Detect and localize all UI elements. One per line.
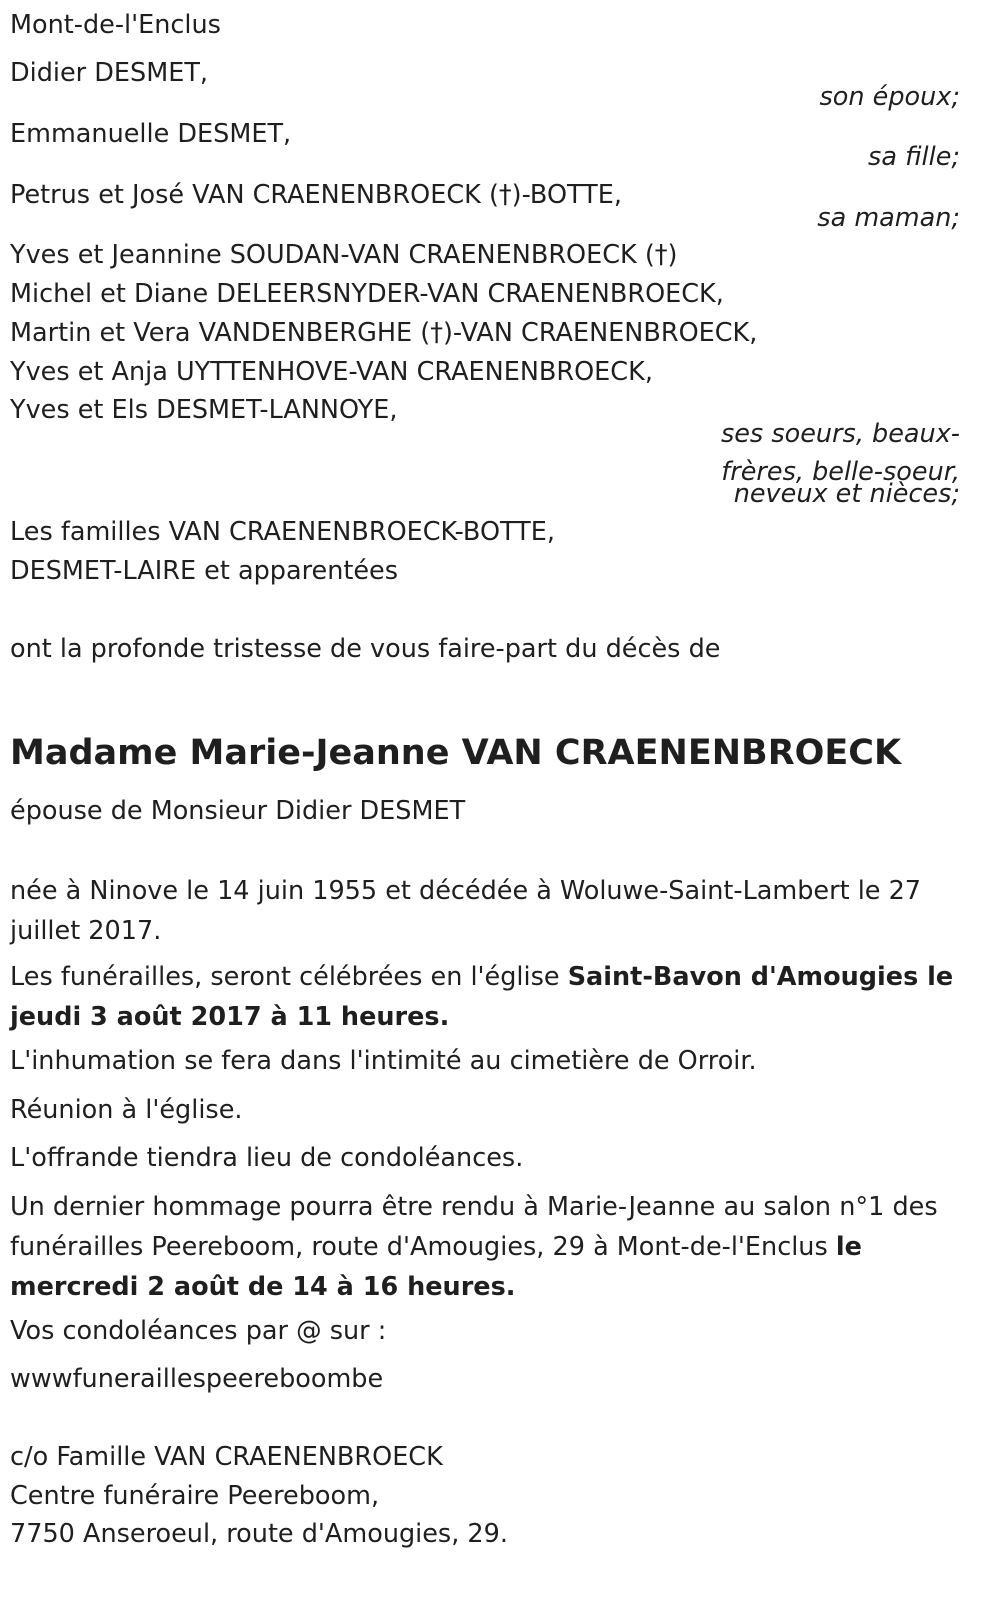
spouse-of: épouse de Monsieur Didier DESMET: [10, 796, 466, 826]
address-2: Centre funéraire Peereboom,: [10, 1481, 380, 1511]
family-name-1: Didier DESMET,: [10, 58, 208, 88]
sibling-3: Martin et Vera VANDENBERGHE (†)-VAN CRAENENBROECK,: [10, 318, 758, 348]
sibling-2: Michel et Diane DELEERSNYDER-VAN CRAENENBROECK,: [10, 279, 724, 309]
condolences: Vos condoléances par @ sur :: [10, 1316, 387, 1346]
offering: L'offrande tiendra lieu de condoléances.: [10, 1143, 524, 1173]
family-name-3: Petrus et José VAN CRAENENBROECK (†)-BOTTE,: [10, 180, 622, 210]
siblings-role-3: neveux et nièces;: [733, 479, 960, 509]
sibling-5: Yves et Els DESMET-LANNOYE,: [10, 395, 398, 425]
family-role-3: sa maman;: [817, 203, 960, 233]
funeral-info: [10, 957, 960, 1037]
families-1: Les familles VAN CRAENENBROECK-BOTTE,: [10, 517, 555, 547]
tribute-bold: le mercredi 2 août de 14 à 16 heures.: [10, 1232, 862, 1302]
meeting: Réunion à l'église.: [10, 1095, 243, 1125]
deceased-name: Madame Marie-Jeanne VAN CRAENENBROECK: [10, 733, 902, 773]
siblings-role-2: frères, belle-soeur,: [721, 457, 960, 487]
families-2: DESMET-LAIRE et apparentées: [10, 556, 399, 586]
funeral-text: Les funérailles, seront célébrées en l'église: [10, 962, 568, 992]
burial: L'inhumation se fera dans l'intimité au cimetière de Orroir.: [10, 1046, 757, 1076]
tribute-text: Un dernier hommage pourra être rendu à Marie-Jeanne au salon n°1 des funérailles Peereboom, route d'Amougies, 29 à Mont-de-l'Enclus: [10, 1192, 938, 1262]
sibling-4: Yves et Anja UYTTENHOVE-VAN CRAENENBROECK,: [10, 357, 653, 387]
family-name-2: Emmanuelle DESMET,: [10, 119, 292, 149]
siblings-role-1: ses soeurs, beaux-: [720, 419, 960, 449]
sibling-1: Yves et Jeannine SOUDAN-VAN CRAENENBROECK (†): [10, 240, 678, 270]
announce: ont la profonde tristesse de vous faire-part du décès de: [10, 634, 721, 664]
tribute-info: [10, 1187, 960, 1307]
place: Mont-de-l'Enclus: [10, 10, 221, 40]
address-3: 7750 Anseroeul, route d'Amougies, 29.: [10, 1519, 508, 1549]
website: wwwfuneraillespeereboombe: [10, 1364, 384, 1394]
address-1: c/o Famille VAN CRAENENBROECK: [10, 1442, 443, 1472]
family-role-2: sa fille;: [868, 142, 960, 172]
family-role-1: son époux;: [819, 82, 960, 112]
funeral-bold: Saint-Bavon d'Amougies le jeudi 3 août 2017 à 11 heures.: [10, 962, 954, 1032]
born-died: née à Ninove le 14 juin 1955 et décédée à Woluwe-Saint-Lambert le 27 juillet 2017.: [10, 876, 922, 946]
